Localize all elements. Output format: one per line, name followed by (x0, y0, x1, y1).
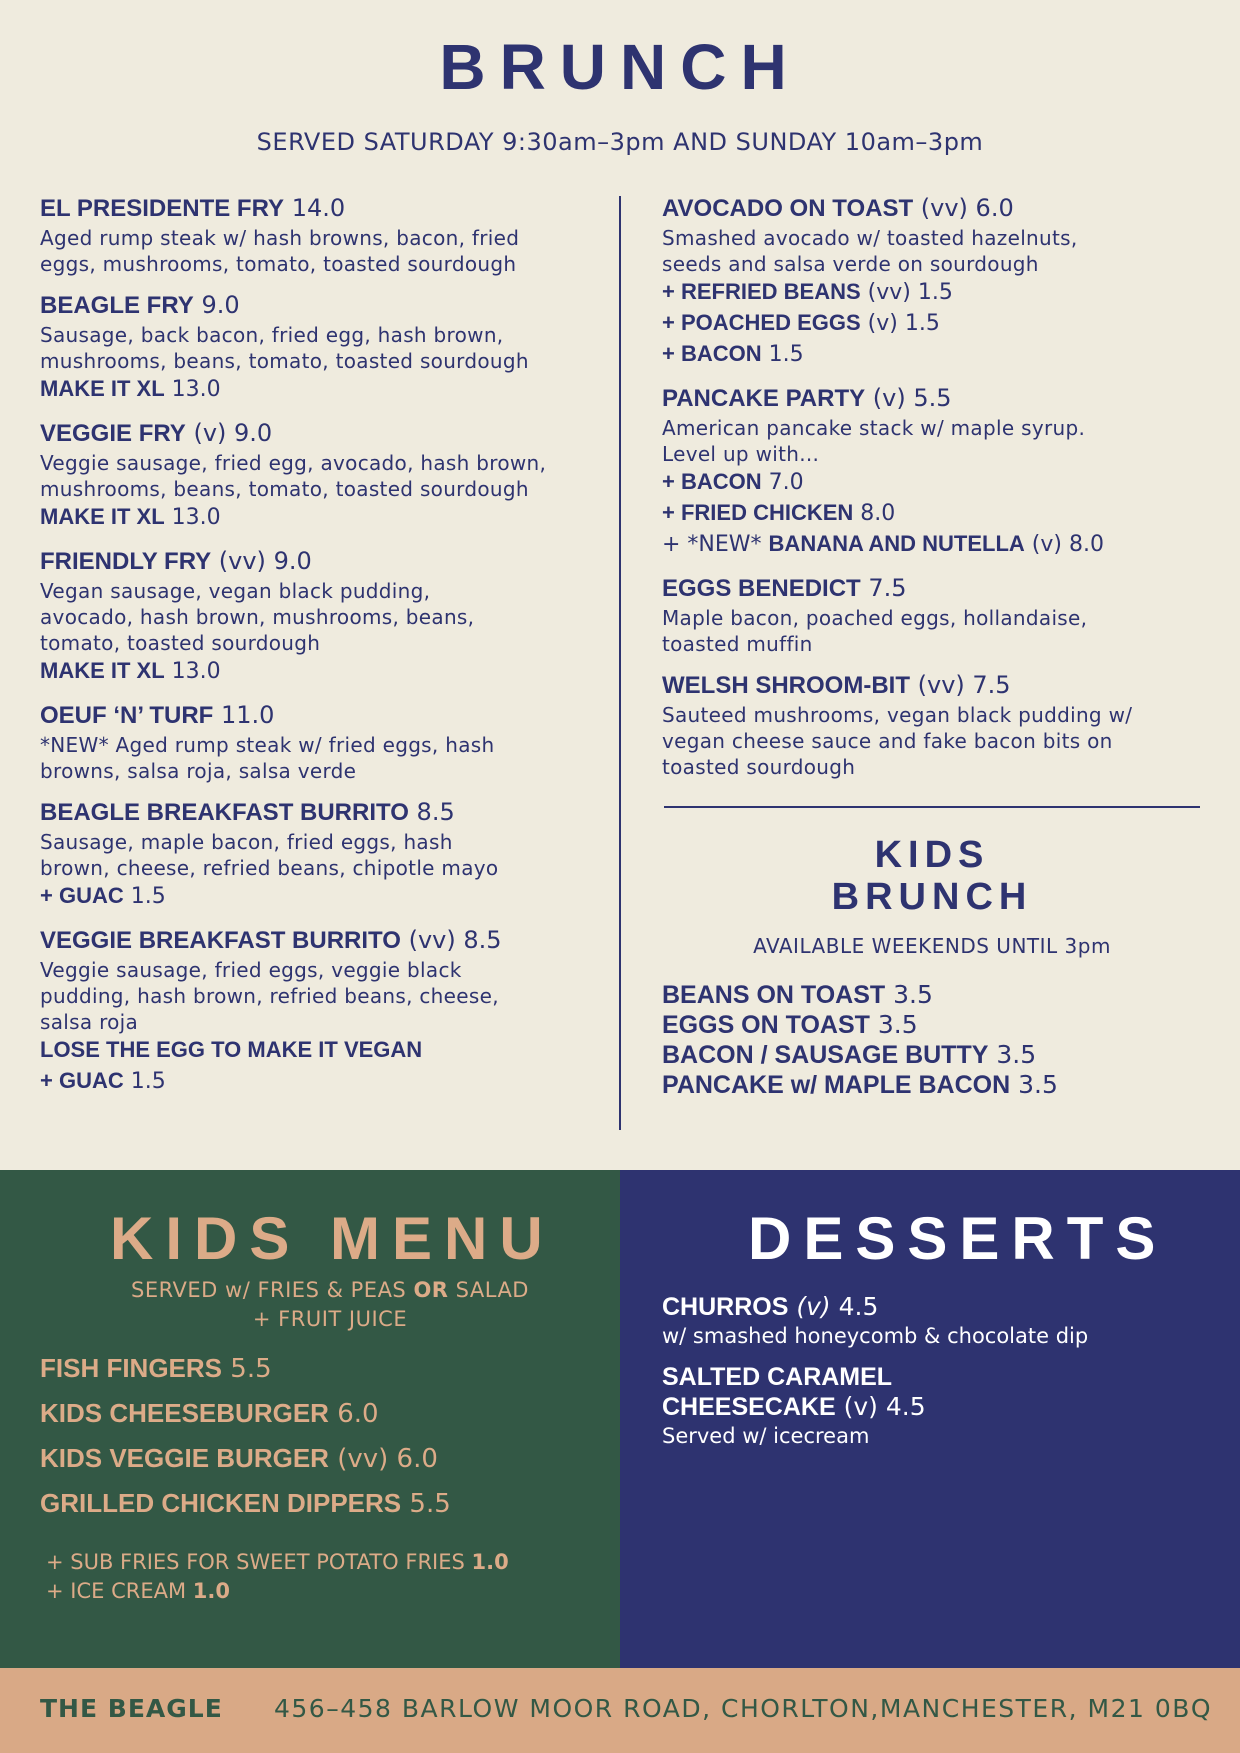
menu-item-extra (40, 881, 600, 912)
menu-item-tag: (v) (872, 384, 906, 412)
extra-price: 13.0 (171, 377, 221, 402)
menu-item-header (40, 545, 600, 578)
menu-item-desc-line: salsa roja (40, 1010, 139, 1034)
kids-menu-list (40, 1346, 451, 1526)
extra-name: MAKE IT XL (40, 658, 165, 683)
dessert-item-name: CHURROS (662, 1293, 789, 1321)
menu-item-price: 9.0 (201, 291, 240, 319)
kids-menu-extra (46, 1577, 509, 1606)
menu-item-desc-line: Veggie sausage, fried eggs, veggie black (40, 958, 462, 982)
kids-menu-item-price: 6.0 (396, 1444, 438, 1474)
menu-item-desc-line: Aged rump steak w/ hash browns, bacon, fried (40, 226, 520, 250)
menu-item-price: 8.5 (463, 926, 502, 954)
dessert-item-tag: (v) (796, 1292, 831, 1321)
menu-item-extra (662, 498, 1202, 529)
column-divider (619, 196, 621, 1130)
menu-item-price: 11.0 (220, 701, 275, 729)
menu-item-desc-line: *NEW* Aged rump steak w/ fried eggs, hash (40, 733, 495, 757)
menu-item-desc-line: Level up with... (662, 442, 820, 466)
menu-item-desc-line: brown, cheese, refried beans, chipotle mayo (40, 856, 499, 880)
kids-menu-item-tag: (vv) (337, 1444, 389, 1474)
menu-item-tag: (vv) (408, 926, 456, 954)
menu-item-header (662, 382, 1202, 415)
extra-prefix: + *NEW* (662, 532, 762, 557)
extra-price: 1.5 (130, 1069, 166, 1094)
dessert-item-tag: (v) (843, 1392, 878, 1421)
menu-item-name: FRIENDLY FRY (40, 548, 212, 575)
menu-item-header (40, 699, 600, 732)
extra-price: 1.5 (917, 280, 953, 305)
menu-item-desc-line: pudding, hash brown, refried beans, cheese, (40, 984, 499, 1008)
extra-price: 8.0 (860, 501, 896, 526)
menu-item-desc-line: American pancake stack w/ maple syrup. (662, 416, 1086, 440)
menu-item-price: 9.0 (234, 419, 273, 447)
kids-extra-price: 1.0 (471, 1550, 509, 1574)
menu-item-desc-line: Smashed avocado w/ toasted hazelnuts, (662, 226, 1078, 250)
kids-brunch-item (662, 980, 1202, 1010)
section-divider (664, 806, 1200, 808)
extra-name: + GUAC (40, 1068, 124, 1093)
extra-name: + BACON (662, 469, 762, 494)
footer-address: 456–458 BARLOW MOOR ROAD, CHORLTON,MANCHESTER, M21 0BQ (274, 1694, 1213, 1723)
menu-item-header (662, 192, 1202, 225)
kids-menu-extras (46, 1548, 509, 1606)
menu-item-extra (662, 308, 1202, 339)
extra-price: 7.0 (768, 470, 804, 495)
kids-brunch-item-price: 3.5 (1018, 1070, 1058, 1099)
kids-extra-price: 1.0 (192, 1579, 230, 1603)
kids-menu-subtitle-line1 (0, 1276, 660, 1305)
extra-price: 1.5 (904, 311, 940, 336)
menu-item-name: EGGS BENEDICT (662, 575, 861, 602)
menu-item-desc-line: tomato, toasted sourdough (40, 631, 321, 655)
menu-item-extra (662, 529, 1202, 560)
kids-menu-item-price: 5.5 (230, 1354, 272, 1384)
menu-item (40, 699, 600, 784)
dessert-name-line2 (662, 1392, 1222, 1422)
extra-price: 13.0 (171, 659, 221, 684)
kids-menu-item (40, 1436, 451, 1481)
menu-item-extra (662, 467, 1202, 498)
menu-item-name: BEAGLE BREAKFAST BURRITO (40, 799, 409, 826)
kids-brunch-item-price: 3.5 (877, 1010, 918, 1039)
kids-brunch-list (662, 980, 1202, 1100)
menu-item-desc-line: browns, salsa roja, salsa verde (40, 759, 357, 783)
menu-item-desc-line: eggs, mushrooms, tomato, toasted sourdough (40, 252, 517, 276)
dessert-name (662, 1292, 1222, 1322)
menu-item-desc-line: Veggie sausage, fried egg, avocado, hash brown, (40, 451, 547, 475)
brunch-right-items (662, 192, 1202, 780)
dessert-item-desc: w/ smashed honeycomb & chocolate dip (662, 1324, 1089, 1348)
menu-item-header (40, 289, 600, 322)
menu-item-extra (40, 502, 600, 533)
extra-name: + BACON (662, 341, 762, 366)
kids-brunch-subtitle: AVAILABLE WEEKENDS UNTIL 3pm (753, 934, 1111, 958)
menu-item-extra (40, 1035, 600, 1066)
dessert-item (662, 1292, 1222, 1350)
brunch-title: BRUNCH (439, 31, 801, 103)
menu-item-desc-line: avocado, hash brown, mushrooms, beans, (40, 605, 475, 629)
extra-name: BANANA AND NUTELLA (768, 531, 1025, 556)
kids-extra-label: + ICE CREAM (46, 1579, 187, 1603)
menu-item-desc-line: Sausage, back bacon, fried egg, hash brown, (40, 323, 504, 347)
footer (0, 1668, 1240, 1753)
footer-restaurant-name: THE BEAGLE (40, 1694, 223, 1723)
kids-brunch-item (662, 1070, 1202, 1100)
dessert-item-name: SALTED CARAMEL (662, 1363, 893, 1391)
extra-name: + REFRIED BEANS (662, 279, 861, 304)
menu-item (662, 572, 1202, 657)
menu-item (40, 192, 600, 277)
menu-item-price: 14.0 (291, 194, 346, 222)
kids-menu-item-name: KIDS CHEESEBURGER (40, 1398, 329, 1428)
kids-sub-c: + FRUIT JUICE (252, 1307, 408, 1331)
extra-price: 1.5 (130, 884, 166, 909)
menu-item-extra (40, 1066, 600, 1097)
menu-item (662, 192, 1202, 370)
brunch-right-column (662, 192, 1202, 1100)
kids-menu-item (40, 1481, 451, 1526)
menu-item-name: PANCAKE PARTY (662, 385, 866, 412)
extra-tag: (vv) (867, 280, 911, 305)
dessert-item-desc: Served w/ icecream (662, 1424, 870, 1448)
menu-item-desc-line: mushrooms, beans, tomato, toasted sourdough (40, 349, 529, 373)
menu-item-desc-line: mushrooms, beans, tomato, toasted sourdough (40, 477, 529, 501)
desserts-title: DESSERTS (748, 1205, 1168, 1272)
menu-item-price: 6.0 (975, 194, 1014, 222)
menu-item-tag: (vv) (920, 194, 968, 222)
menu-item-desc-line: Sausage, maple bacon, fried eggs, hash (40, 830, 453, 854)
menu-item-desc-line: Maple bacon, poached eggs, hollandaise, (662, 606, 1088, 630)
kids-brunch-title (662, 834, 1202, 918)
brunch-subtitle: SERVED SATURDAY 9:30am–3pm AND SUNDAY 10am–3pm (256, 128, 984, 156)
menu-item-tag: (vv) (917, 671, 965, 699)
extra-name: MAKE IT XL (40, 504, 165, 529)
kids-extra-label: + SUB FRIES FOR SWEET POTATO FRIES (46, 1550, 465, 1574)
kids-menu-item-price: 6.0 (337, 1399, 379, 1429)
menu-item (40, 289, 600, 405)
kids-brunch-item-name: BEANS ON TOAST (662, 981, 886, 1009)
kids-sub-a: SERVED w/ FRIES & PEAS (131, 1278, 407, 1302)
menu-item-desc-line: vegan cheese sauce and fake bacon bits on (662, 729, 1113, 753)
dessert-item-price: 4.5 (838, 1292, 879, 1321)
menu-item (40, 924, 600, 1097)
menu-item-name: EL PRESIDENTE FRY (40, 195, 285, 222)
menu-item (40, 417, 600, 533)
extra-tag: (v) (1031, 532, 1062, 557)
menu-item-extra (40, 374, 600, 405)
dessert-item-name2: CHEESECAKE (662, 1393, 836, 1421)
menu-item-header (40, 924, 600, 957)
kids-sub-or: OR (413, 1278, 449, 1302)
kids-brunch-item-price: 3.5 (893, 980, 933, 1009)
kids-menu-subtitle (0, 1276, 660, 1334)
dessert-item (662, 1362, 1222, 1450)
kids-brunch-title-line2: BRUNCH (831, 876, 1033, 918)
kids-menu-item-price: 5.5 (409, 1489, 451, 1519)
kids-menu-item-name: FISH FINGERS (40, 1353, 223, 1383)
kids-brunch-title-line1: KIDS (874, 834, 990, 876)
menu-item-name: VEGGIE FRY (40, 420, 186, 447)
menu-item-name: OEUF ‘N’ TURF (40, 702, 214, 729)
kids-sub-b: SALAD (455, 1278, 529, 1302)
desserts-panel (620, 1170, 1240, 1668)
kids-menu-extra (46, 1548, 509, 1577)
menu-item-header (40, 417, 600, 450)
extra-name: + FRIED CHICKEN (662, 500, 854, 525)
menu-item-desc-line: Vegan sausage, vegan black pudding, (40, 579, 431, 603)
menu-item-price: 9.0 (273, 547, 312, 575)
extra-tag: (v) (867, 311, 898, 336)
extra-name: + POACHED EGGS (662, 310, 861, 335)
kids-brunch-item (662, 1010, 1202, 1040)
menu-item-price: 8.5 (416, 798, 455, 826)
menu-item-price: 5.5 (913, 384, 952, 412)
menu-item (662, 382, 1202, 560)
menu-item-desc-line: Sauteed mushrooms, vegan black pudding w/ (662, 703, 1133, 727)
menu-item (662, 669, 1202, 780)
menu-item-desc-line: toasted sourdough (662, 755, 856, 779)
desserts-list (662, 1292, 1222, 1462)
brunch-left-column (40, 192, 600, 1109)
menu-item-name: BEAGLE FRY (40, 292, 194, 319)
extra-name: LOSE THE EGG TO MAKE IT VEGAN (40, 1037, 423, 1062)
kids-menu-panel (0, 1170, 620, 1668)
menu-item-header (662, 669, 1202, 702)
kids-menu-title: KIDS MENU (110, 1205, 555, 1272)
dessert-name (662, 1362, 1222, 1392)
menu-item-header (662, 572, 1202, 605)
extra-name: + GUAC (40, 883, 124, 908)
kids-brunch-item-name: PANCAKE w/ MAPLE BACON (662, 1071, 1011, 1099)
dessert-item-price: 4.5 (885, 1392, 926, 1421)
menu-item-header (40, 192, 600, 225)
menu-item-extra (662, 339, 1202, 370)
extra-price: 1.5 (768, 342, 804, 367)
menu-item-tag: (vv) (218, 547, 266, 575)
menu-item-price: 7.5 (972, 671, 1011, 699)
menu-item-name: VEGGIE BREAKFAST BURRITO (40, 927, 401, 954)
menu-item-desc-line: seeds and salsa verde on sourdough (662, 252, 1039, 276)
menu-item-desc-line: toasted muffin (662, 632, 813, 656)
menu-item-name: AVOCADO ON TOAST (662, 195, 914, 222)
menu-item (40, 796, 600, 912)
menu-item (40, 545, 600, 687)
menu-item-extra (40, 656, 600, 687)
kids-menu-item (40, 1346, 451, 1391)
kids-brunch-item-price: 3.5 (996, 1040, 1037, 1069)
menu-item-tag: (v) (193, 419, 227, 447)
extra-price: 8.0 (1068, 532, 1104, 557)
menu-item-name: WELSH SHROOM-BIT (662, 672, 910, 699)
kids-menu-item-name: GRILLED CHICKEN DIPPERS (40, 1488, 402, 1518)
kids-brunch-item (662, 1040, 1202, 1070)
menu-item-header (40, 796, 600, 829)
kids-menu-item-name: KIDS VEGGIE BURGER (40, 1443, 329, 1473)
menu-item-price: 7.5 (868, 574, 907, 602)
kids-brunch-item-name: BACON / SAUSAGE BUTTY (662, 1041, 989, 1069)
kids-brunch-item-name: EGGS ON TOAST (662, 1011, 870, 1039)
extra-name: MAKE IT XL (40, 376, 165, 401)
extra-price: 13.0 (171, 505, 221, 530)
kids-menu-item (40, 1391, 451, 1436)
menu-item-extra (662, 277, 1202, 308)
